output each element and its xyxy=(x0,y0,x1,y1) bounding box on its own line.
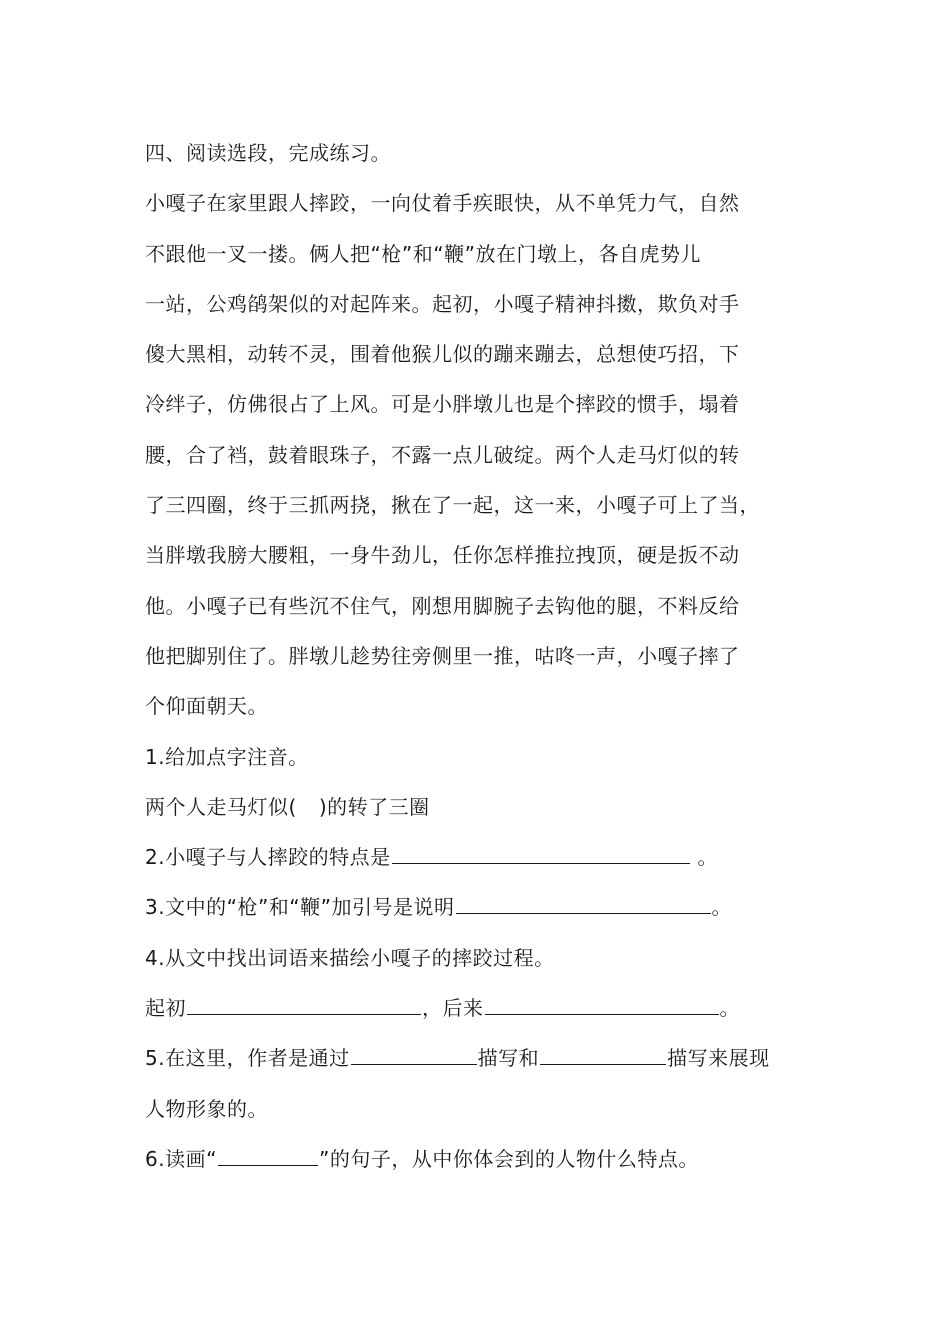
question-4-answers xyxy=(145,983,825,1033)
question-2 xyxy=(145,832,825,882)
question-2-text: 2.小嘎子与人摔跤的特点是 xyxy=(145,845,391,870)
passage-line: 他。小嘎子已有些沉不住气，刚想用脚腕子去钩他的腿，不料反给 xyxy=(145,593,740,618)
question-6 xyxy=(145,1134,825,1184)
answer-blank-q4-later[interactable] xyxy=(485,996,719,1015)
reading-exercise xyxy=(145,128,825,1184)
question-5 xyxy=(145,1033,825,1083)
passage-line: 傻大黑相，动转不灵，围着他猴儿似的蹦来蹦去，总想使巧招，下 xyxy=(145,342,740,367)
question-4-prompt: 4.从文中找出词语来描绘小嘎子的摔跤过程。 xyxy=(145,945,555,970)
answer-blank-q3[interactable] xyxy=(456,895,711,914)
question-3-end: 。 xyxy=(711,895,733,920)
passage-line: 个仰面朝天。 xyxy=(145,694,268,719)
question-3 xyxy=(145,882,825,932)
question-6-text: 6.读画“ xyxy=(145,1146,217,1171)
passage-line: 当胖墩我膀大腰粗，一身牛劲儿，任你怎样推拉拽顶，硬是扳不动 xyxy=(145,543,740,568)
answer-blank-q5-second[interactable] xyxy=(540,1046,666,1065)
question-5-text: 5.在这里，作者是通过 xyxy=(145,1046,350,1071)
question-1-sentence xyxy=(145,782,825,832)
question-1-sentence-before: 两个人走马灯似( xyxy=(145,794,297,819)
section-title: 四、阅读选段，完成练习。 xyxy=(145,141,391,165)
question-6-end: ”的句子，从中你体会到的人物什么特点。 xyxy=(318,1146,699,1171)
question-4-part2: ，后来 xyxy=(422,996,484,1021)
passage-line: 不跟他一叉一搂。俩人把“枪”和“鞭”放在门墩上，各自虎势儿 xyxy=(145,241,701,266)
question-5-line2: 人物形象的。 xyxy=(145,1096,268,1121)
question-5-mid: 描写和 xyxy=(477,1046,540,1071)
question-3-text: 3.文中的“枪”和“鞭”加引号是说明 xyxy=(145,895,455,920)
passage-line: 小嘎子在家里跟人摔跤，一向仗着手疾眼快，从不单凭力气，自然 xyxy=(145,191,740,216)
answer-blank-q4-first[interactable] xyxy=(187,996,421,1015)
passage-line: 一站，公鸡鹐架似的对起阵来。起初，小嘎子精神抖擞，欺负对手 xyxy=(145,291,740,316)
passage-line: 冷绊子，仿佛很占了上风。可是小胖墩儿也是个摔跤的惯手，塌着 xyxy=(145,392,740,417)
passage-line: 腰，合了裆，鼓着眼珠子，不露一点儿破绽。两个人走马灯似的转 xyxy=(145,442,740,467)
answer-blank-q5-first[interactable] xyxy=(351,1046,477,1065)
passage-line: 了三四圈，终于三抓两挠，揪在了一起，这一来，小嘎子可上了当， xyxy=(145,493,760,518)
question-4-end: 。 xyxy=(719,996,740,1021)
passage xyxy=(145,178,825,731)
answer-blank-q6[interactable] xyxy=(218,1147,318,1166)
question-4-part1: 起初 xyxy=(145,996,186,1021)
question-1-prompt: 1.给加点字注音。 xyxy=(145,744,309,769)
question-2-end: 。 xyxy=(690,845,718,870)
question-1-sentence-after: )的转了三圈 xyxy=(318,794,430,819)
passage-line: 他把脚别住了。胖墩儿趁势往旁侧里一推，咕咚一声，小嘎子摔了 xyxy=(145,643,740,668)
answer-blank-q2[interactable] xyxy=(392,845,690,864)
question-5-after: 描写来展现 xyxy=(667,1046,770,1071)
